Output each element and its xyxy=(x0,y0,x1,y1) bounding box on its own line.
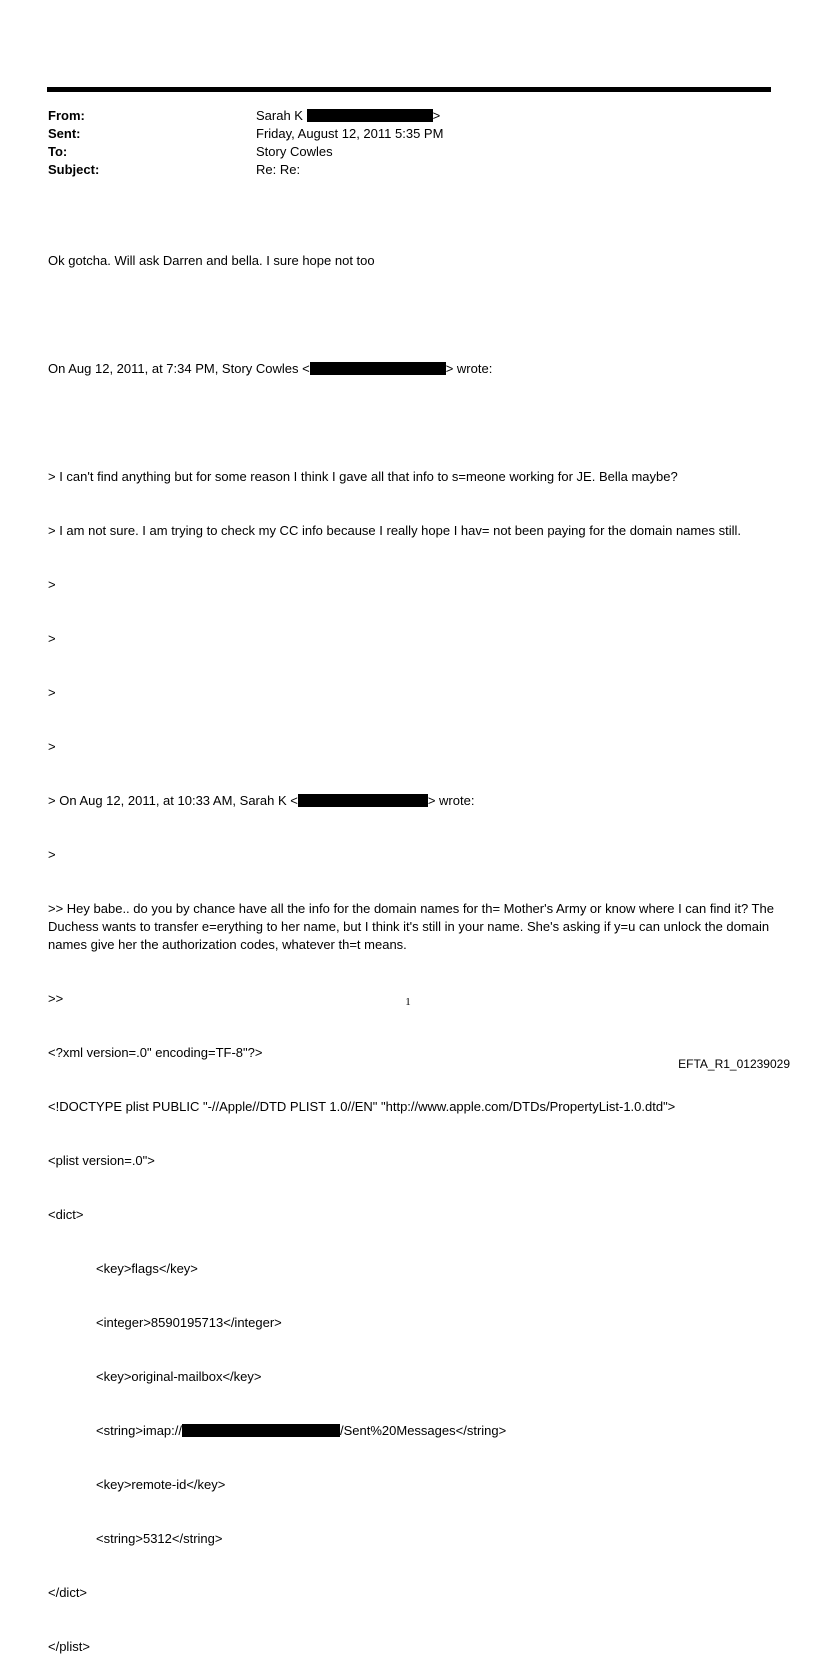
redaction-box xyxy=(307,109,433,122)
reply-text: Ok gotcha. Will ask Darren and bella. I sure hope not too xyxy=(48,253,375,268)
quote-marker: > xyxy=(48,685,56,700)
sent-value: Friday, August 12, 2011 5:35 PM xyxy=(256,126,444,141)
quote-marker: > xyxy=(48,847,56,862)
to-label: To: xyxy=(48,144,68,159)
bates-number: EFTA_R1_01239029 xyxy=(678,1057,790,1071)
to-row xyxy=(48,143,443,161)
sent-row xyxy=(48,125,443,143)
dict-open: <dict> xyxy=(48,1207,84,1222)
to-value: Story Cowles xyxy=(256,144,333,159)
dict-close: </dict> xyxy=(48,1585,88,1600)
subject-value: Re: Re: xyxy=(256,162,301,177)
redaction-box xyxy=(310,362,446,375)
quote2-intro: > On Aug 12, 2011, at 10:33 AM, Sarah K < > wrote: xyxy=(48,793,475,808)
email-header xyxy=(48,107,443,179)
redaction-box xyxy=(298,794,428,807)
quote-marker: >> xyxy=(48,991,64,1006)
header-rule xyxy=(47,87,771,92)
from-value: Sarah K > xyxy=(256,108,441,123)
email-body xyxy=(48,216,778,1674)
plist-entry: <string>imap:// /Sent%20Messages</string> xyxy=(96,1423,507,1438)
plist-entry: <key>original-mailbox</key> xyxy=(96,1369,262,1384)
plist-open: <plist version=.0"> xyxy=(48,1153,155,1168)
plist-entry: <integer>8590195713</integer> xyxy=(96,1315,282,1330)
quote2-paragraph: >> Hey babe.. do you by chance have all the info for the domain names for th= Mother's Army or know where I can find it? The Duchess wants to transfer e=erything to her name, but I think it's still in your name. She's asking if y=u can unlock the domain names give her the authorization codes, whatever th=t means. xyxy=(48,901,774,952)
quote1-intro: On Aug 12, 2011, at 7:34 PM, Story Cowles < > wrote: xyxy=(48,361,493,376)
sent-label: Sent: xyxy=(48,126,81,141)
subject-row xyxy=(48,161,443,179)
quote1-line: > I can't find anything but for some reason I think I gave all that info to s=meone working for JE. Bella maybe? xyxy=(48,469,678,484)
quote1-line: > I am not sure. I am trying to check my CC info because I really hope I hav= not been paying for the domain names still. xyxy=(48,523,741,538)
plist-entry: <key>remote-id</key> xyxy=(96,1477,226,1492)
xml-declaration: <?xml version=.0" encoding=TF-8"?> xyxy=(48,1045,263,1060)
from-row xyxy=(48,107,443,125)
quote-marker: > xyxy=(48,577,56,592)
doctype-line: <!DOCTYPE plist PUBLIC "-//Apple//DTD PLIST 1.0//EN" "http://www.apple.com/DTDs/PropertyList-1.0.dtd"> xyxy=(48,1099,676,1114)
quote-marker: > xyxy=(48,631,56,646)
plist-close: </plist> xyxy=(48,1639,90,1654)
from-label: From: xyxy=(48,108,85,123)
subject-label: Subject: xyxy=(48,162,100,177)
plist-entry: <key>flags</key> xyxy=(96,1261,198,1276)
redaction-box xyxy=(182,1424,340,1437)
quote-marker: > xyxy=(48,739,56,754)
page-number: 1 xyxy=(405,996,411,1008)
plist-entry: <string>5312</string> xyxy=(96,1531,223,1546)
